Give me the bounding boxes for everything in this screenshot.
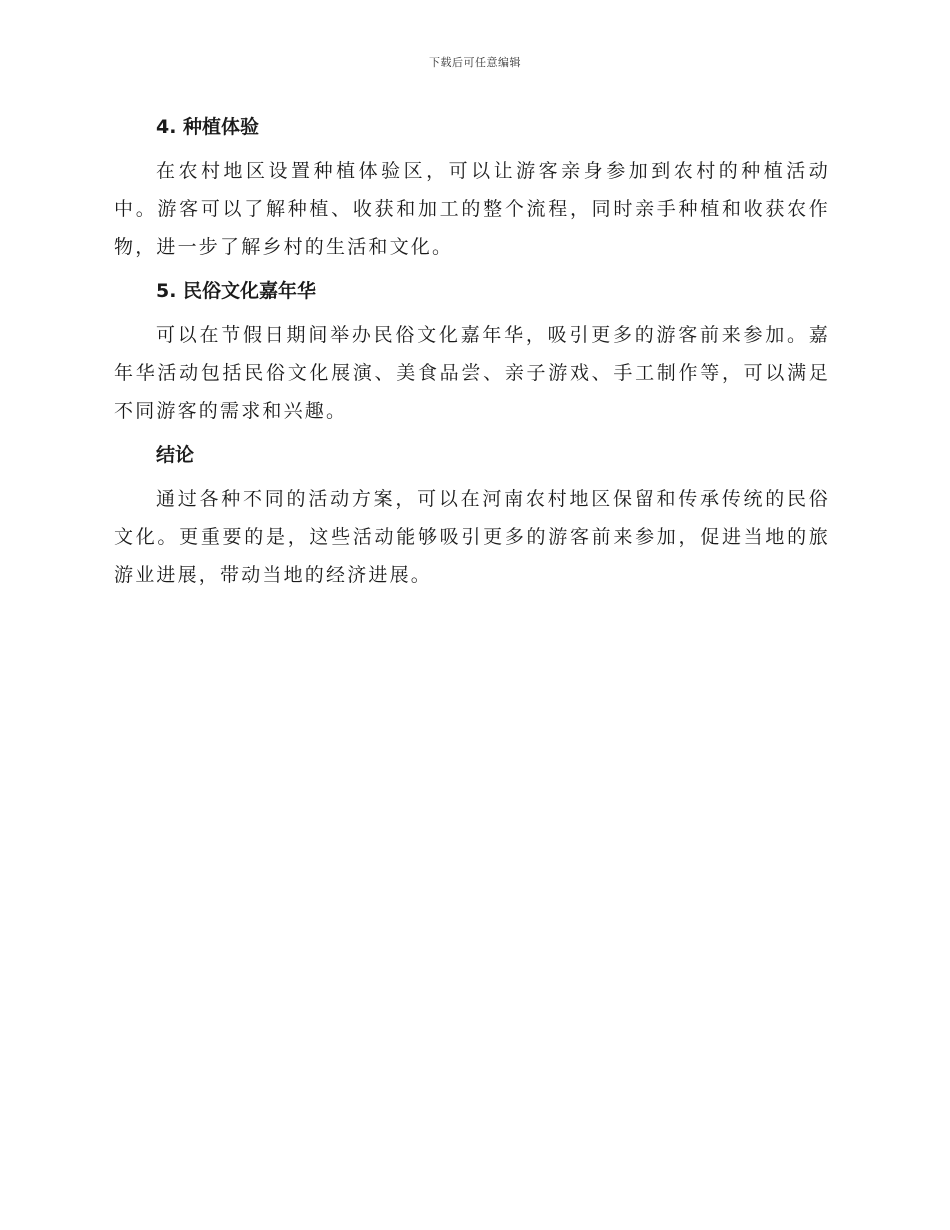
section-folk-carnival bbox=[114, 276, 830, 430]
section-planting-experience bbox=[114, 112, 830, 266]
section-paragraph: 在农村地区设置种植体验区，可以让游客亲身参加到农村的种植活动中。游客可以了解种植、收获和加工的整个流程，同时亲手种植和收获农作物，进一步了解乡村的生活和文化。 bbox=[114, 160, 830, 258]
section-paragraph: 通过各种不同的活动方案，可以在河南农村地区保留和传承传统的民俗文化。更重要的是，这些活动能够吸引更多的游客前来参加，促进当地的旅游业进展，带动当地的经济进展。 bbox=[114, 488, 830, 586]
document-body bbox=[114, 112, 830, 604]
section-conclusion bbox=[114, 440, 830, 594]
page-header: 下载后可任意编辑 bbox=[429, 56, 521, 69]
section-paragraph: 可以在节假日期间举办民俗文化嘉年华，吸引更多的游客前来参加。嘉年华活动包括民俗文化展演、美食品尝、亲子游戏、手工制作等，可以满足不同游客的需求和兴趣。 bbox=[114, 324, 830, 422]
section-heading: 4. 种植体验 bbox=[156, 116, 260, 138]
section-heading: 5. 民俗文化嘉年华 bbox=[156, 280, 317, 302]
section-heading: 结论 bbox=[156, 444, 195, 466]
